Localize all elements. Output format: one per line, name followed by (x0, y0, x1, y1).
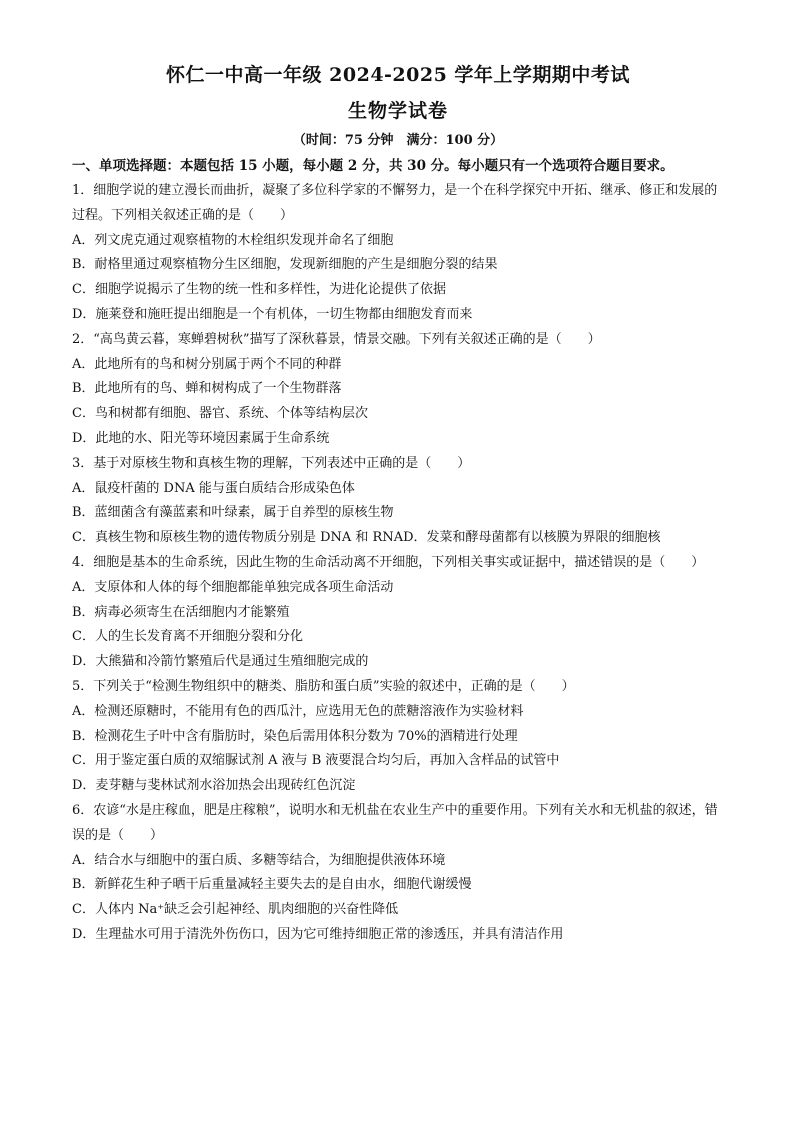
option-b: B．蓝细菌含有藻蓝素和叶绿素，属于自养型的原核生物 (72, 505, 394, 521)
question-text: 2．“高鸟黄云暮，寒蝉碧树秋”描写了深秋暮景，情景交融。下列有关叙述正确的是（ ） (72, 331, 601, 347)
question-text: 5．下列关于“检测生物组织中的糖类、脂肪和蛋白质”实验的叙述中，正确的是（ ） (72, 678, 575, 694)
option-a: A．支原体和人体的每个细胞都能单独完成各项生命活动 (72, 579, 394, 595)
exam-title: 怀仁一中高一年级 2024-2025 学年上学期期中考试 (166, 64, 630, 86)
option-b: B．新鲜花生种子晒干后重量减轻主要失去的是自由水，细胞代谢缓慢 (72, 877, 472, 893)
question-text: 4．细胞是基本的生命系统，因此生物的生命活动离不开细胞，下列相关事实或证据中，描述错误的是（ ） (72, 554, 705, 570)
option-c: C．鸟和树都有细胞、器官、系统、个体等结构层次 (72, 406, 368, 422)
option-c: C．人的生长发育离不开细胞分裂和分化 (72, 629, 303, 645)
option-a: A．检测还原糖时，不能用有色的西瓜汁，应选用无色的蔗糖溶液作为实验材料 (72, 703, 524, 719)
option-c: C．细胞学说揭示了生物的统一性和多样性，为进化论提供了依据 (72, 282, 446, 298)
exam-subtitle: 生物学试卷 (347, 100, 448, 122)
option-d: D．生理盐水可用于清洗外伤伤口，因为它可维持细胞正常的渗透压，并具有清洁作用 (72, 926, 564, 942)
option-d: D．大熊猫和冷箭竹繁殖后代是通过生殖细胞完成的 (72, 654, 369, 670)
option-c: C．人体内 Na⁺缺乏会引起神经、肌肉细胞的兴奋性降低 (72, 902, 399, 918)
exam-page (72, 62, 724, 948)
option-a: A．鼠疫杆菌的 DNA 能与蛋白质结合形成染色体 (72, 480, 355, 496)
option-a: A．此地所有的鸟和树分别属于两个不同的种群 (72, 356, 342, 372)
exam-meta: （时间：75 分钟 满分：100 分） (292, 133, 504, 148)
option-c: C．用于鉴定蛋白质的双缩脲试剂 A 液与 B 液要混合均匀后，再加入含样品的试管中 (72, 753, 560, 769)
section-heading: 一、单项选择题：本题包括 15 小题，每小题 2 分，共 30 分。每小题只有一个选项符合题目要求。 (72, 158, 674, 174)
question-1 (72, 179, 724, 328)
option-d: D．此地的水、阳光等环境因素属于生命系统 (72, 430, 330, 446)
option-a: A．列文虎克通过观察植物的木栓组织发现并命名了细胞 (72, 232, 394, 248)
question-text: 1．细胞学说的建立漫长而曲折，凝聚了多位科学家的不懈努力，是一个在科学探究中开拓、继承、修正和发展的过程。下列相关叙述正确的是（ ） (72, 183, 718, 223)
question-text: 3．基于对原核生物和真核生物的理解，下列表述中正确的是（ ） (72, 455, 471, 471)
question-3 (72, 452, 724, 551)
option-b: B．此地所有的鸟、蝉和树构成了一个生物群落 (72, 381, 342, 397)
question-6 (72, 799, 724, 948)
question-5 (72, 675, 724, 799)
question-2 (72, 328, 724, 452)
option-b: B．耐格里通过观察植物分生区细胞，发现新细胞的产生是细胞分裂的结果 (72, 257, 498, 273)
option-d: D．施莱登和施旺提出细胞是一个有机体，一切生物都由细胞发育而来 (72, 306, 473, 322)
option-b: B．检测花生子叶中含有脂肪时，染色后需用体积分数为 70%的酒精进行处理 (72, 728, 518, 744)
option-c-d: C．真核生物和原核生物的遗传物质分别是 DNA 和 RNAD．发菜和酵母菌都有以核膜为界限的细胞核 (72, 530, 661, 546)
question-text: 6．农谚“水是庄稼血，肥是庄稼粮”，说明水和无机盐在农业生产中的重要作用。下列有关水和无机盐的叙述，错误的是（ ） (72, 802, 718, 843)
option-d: D．麦芽糖与斐林试剂水浴加热会出现砖红色沉淀 (72, 778, 356, 794)
option-a: A．结合水与细胞中的蛋白质、多糖等结合，为细胞提供液体环境 (72, 852, 446, 868)
option-b: B．病毒必须寄生在活细胞内才能繁殖 (72, 604, 290, 620)
question-4 (72, 551, 724, 675)
